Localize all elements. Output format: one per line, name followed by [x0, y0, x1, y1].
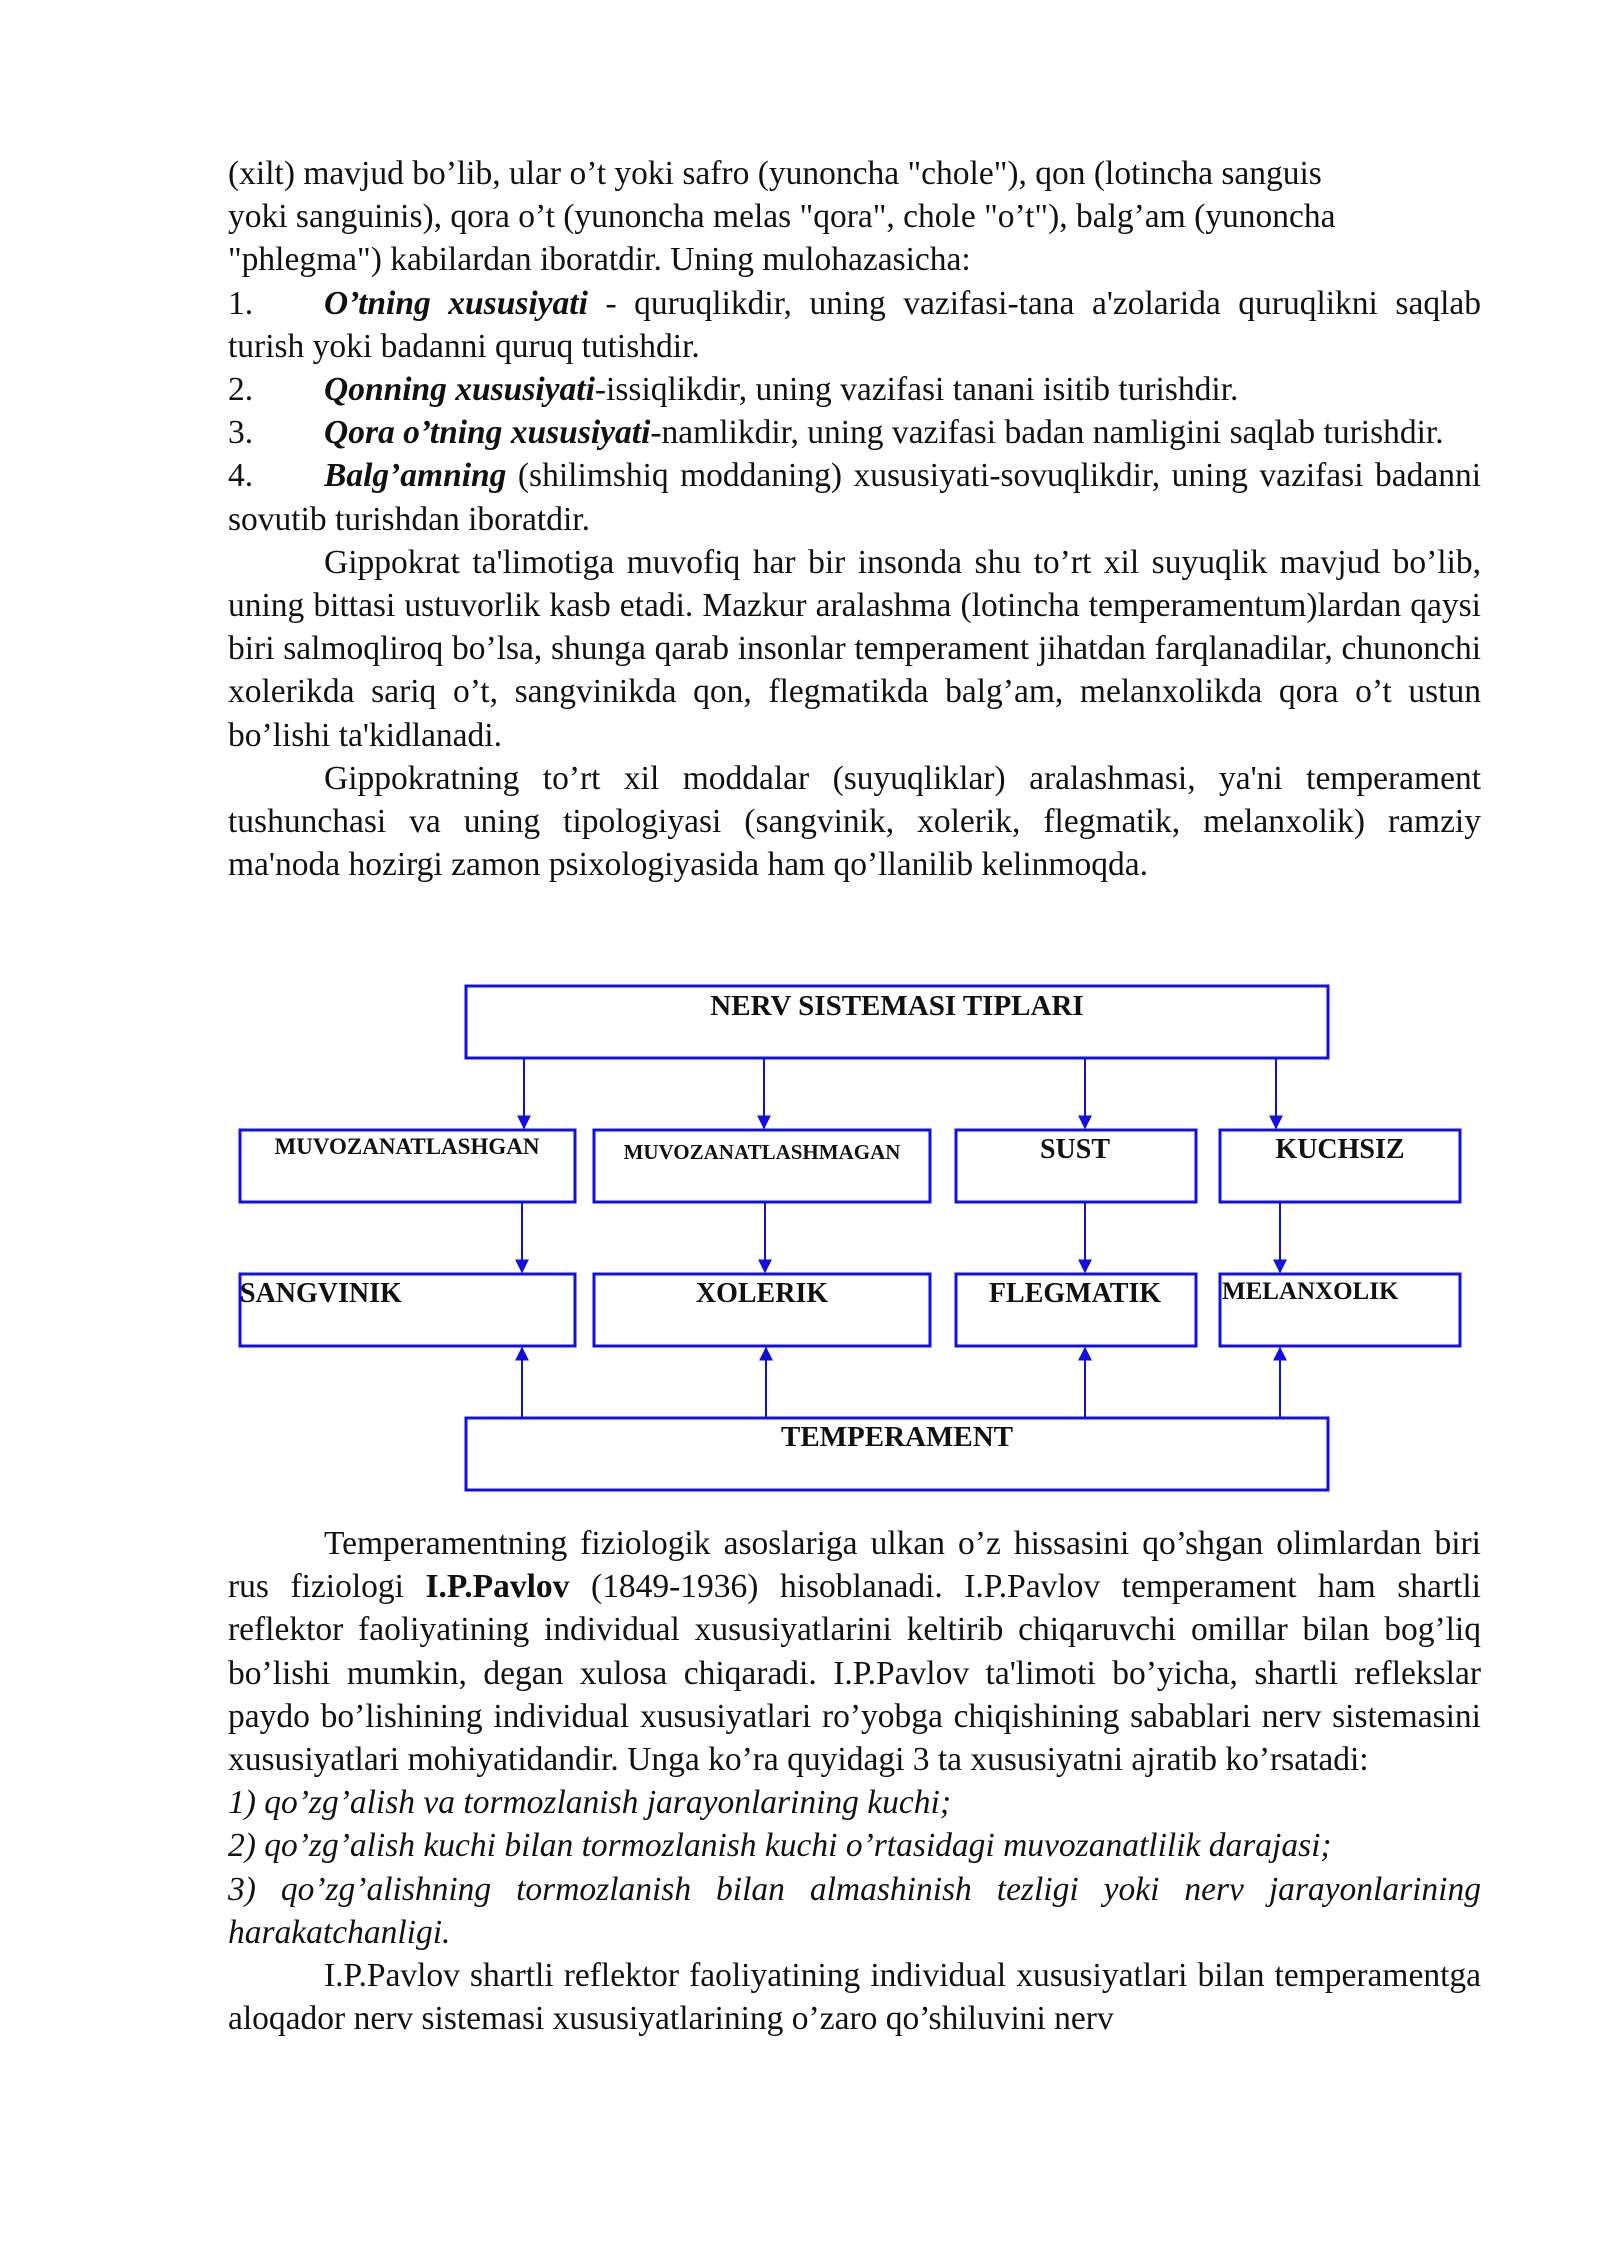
intro-line-2: yoki sanguinis), qora o’t (yunoncha melas "qora", chole "o’t"), balg’am (yunoncha	[228, 198, 1336, 236]
bottom-text-block	[228, 1522, 1481, 2040]
list-term: Qora o’tning xususiyati	[324, 414, 651, 452]
box-temperament-3	[956, 1274, 1196, 1346]
label-temperament-3: FLEGMATIK	[988, 1278, 1162, 1309]
box-nerv-tiplari	[466, 986, 1328, 1058]
intro-line-3: "phlegma") kabilardan iboratdir. Uning mulohazasicha:	[228, 241, 971, 279]
pavlov-text-before: Temperamentning fiziologik asoslariga ulkan o’z hissasini qo’shgan olimlardan biri rus fiziologi	[228, 1525, 1481, 1606]
list-item-1	[228, 282, 1481, 368]
list-text: - quruqlikdir, uning vazifasi-tana a'zolarida quruqlikni saqlab turish yoki badanni quruq tutishdir.	[228, 284, 1481, 365]
list-text: (shilimshiq moddaning) xususiyati-sovuqlikdir, uning vazifasi badanni sovutib turishdan iboratdir.	[228, 457, 1481, 538]
paragraph-gippokrat: Gippokrat ta'limotiga muvofiq har bir insonda shu to’rt xil suyuqlik mavjud bo’lib, uning bittasi ustuvorlik kasb etadi. Mazkur aralashma (lotincha temperamentum)lardan qaysi biri salmoqliroq bo’lsa, shunga qarab insonlar temperament jihatdan farqlanadilar, chunonchi xolerikda sariq o’t, sangvinikda qon, flegmatikda balg’am, melanxolikda qora o’t ustun bo’lishi ta'kidlanadi.	[228, 543, 1481, 754]
list-item-4	[228, 454, 1481, 540]
list-item-3	[228, 411, 1481, 454]
box-temperament-2	[594, 1274, 930, 1346]
label-type-3: SUST	[1039, 1134, 1111, 1165]
box-type-2	[594, 1130, 930, 1202]
property-1: 1) qo’zg’alish va tormozlanish jarayonlarining kuchi;	[228, 1784, 951, 1822]
label-temperament-4: MELANXOLIK	[1222, 1278, 1399, 1305]
list-number: 1.	[228, 284, 254, 322]
box-type-4	[1220, 1130, 1460, 1202]
label-temperament-2: XOLERIK	[695, 1278, 829, 1309]
property-3: 3) qo’zg’alishning tormozlanish bilan almashinish tezligi yoki nerv jarayonlarining harakatchanligi.	[228, 1870, 1481, 1951]
list-number: 3.	[228, 414, 254, 452]
label-type-2: MUVOZANATLASHMAGAN	[623, 1140, 901, 1164]
list-number: 4.	[228, 457, 254, 495]
paragraph-last: I.P.Pavlov shartli reflektor faoliyatining individual xususiyatlari bilan temperamentga aloqador nerv sistemasi xususiyatlarining o’zaro qo’shiluvini nerv	[228, 1957, 1481, 2038]
pavlov-text-after: (1849-1936) hisoblanadi. I.P.Pavlov temperament ham shartli reflektor faoliyatining individual xususiyatlarini keltirib chiqaruvchi omillar bilan bog’liq bo’lishi mumkin, degan xulosa chiqaradi. I.P.Pavlov ta'limoti bo’yicha, shartli reflekslar paydo bo’lishining individual xususiyatlari ro’yobga chiqishining sabablari nerv sistemasini xususiyatlari mohiyatidandir. Unga ko’ra quyidagi 3 ta xususiyatni ajratib ko’rsatadi:	[228, 1568, 1481, 1779]
pavlov-name: I.P.Pavlov	[425, 1568, 570, 1606]
list-item-2	[228, 368, 1481, 411]
list-number: 2.	[228, 371, 254, 409]
box-type-1	[240, 1130, 575, 1202]
box-type-3	[956, 1130, 1196, 1202]
label-temperament-1: SANGVINIK	[240, 1278, 402, 1309]
box-temperament-1	[240, 1274, 575, 1346]
list-text: -namlikdir, uning vazifasi badan namligini saqlab turishdir.	[650, 414, 1444, 452]
box-temperament-bottom	[466, 1418, 1328, 1490]
top-text-block	[228, 152, 1481, 886]
list-term: O’tning xususiyati	[324, 284, 588, 322]
list-term: Qonning xususiyati	[324, 371, 595, 409]
list-text: -issiqlikdir, uning vazifasi tanani isitib turishdir.	[594, 371, 1239, 409]
property-2: 2) qo’zg’alish kuchi bilan tormozlanish kuchi o’rtasidagi muvozanatlilik darajasi;	[228, 1827, 1332, 1865]
intro-line-1: (xilt) mavjud bo’lib, ular o’t yoki safro (yunoncha "chole"), qon (lotincha sanguis	[228, 155, 1322, 192]
paragraph-pavlov	[228, 1522, 1481, 1781]
list-term: Balg’amning	[324, 457, 507, 495]
label-temperament-bottom: TEMPERAMENT	[781, 1421, 1013, 1453]
label-type-4: KUCHSIZ	[1275, 1134, 1405, 1165]
label-nerv-tiplari: NERV SISTEMASI TIPLARI	[710, 990, 1084, 1022]
paragraph-gippokratning: Gippokratning to’rt xil moddalar (suyuqliklar) aralashmasi, ya'ni temperament tushunchasi va uning tipologiyasi (sangvinik, xolerik, flegmatik, melanxolik) ramziy ma'noda hozirgi zamon psixologiyasida ham qo’llanilib kelinmoqda.	[228, 759, 1481, 884]
label-type-1: MUVOZANATLASHGAN	[274, 1134, 540, 1159]
box-temperament-4	[1220, 1274, 1460, 1346]
